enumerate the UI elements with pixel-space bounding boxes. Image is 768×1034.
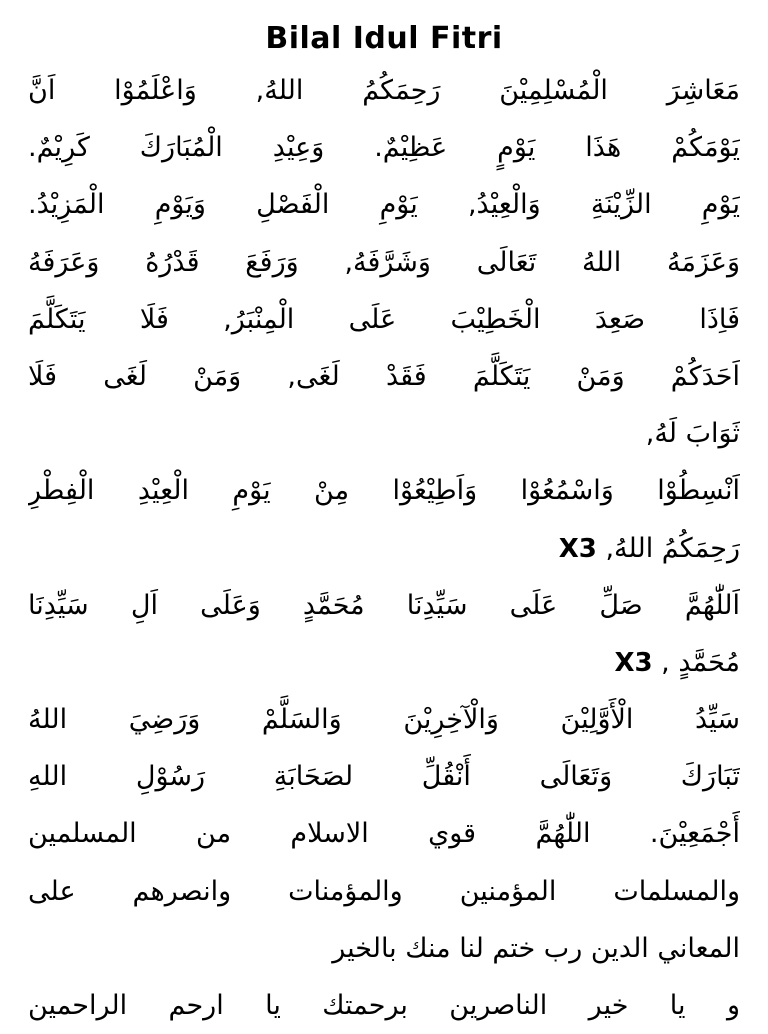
text-line: والمسلمات المؤمنين والمؤمنات وانصرهم على xyxy=(28,875,740,907)
repeat-marker: X3 xyxy=(558,533,597,564)
text-line: ثَوَابَ لَهُ, xyxy=(645,418,740,450)
text-line: سَيِّدُ الْأَوَّلِيْنَ وَالْآخِرِيْنَ وَالسَلَّمْ وَرَضِيَ اللهُ xyxy=(28,704,740,736)
text-line: مَعَاشِرَ الْمُسْلِمِيْنَ رَحِمَكُمُ اللهُ, وَاعْلَمُوْا اَنَّ xyxy=(28,75,740,106)
repeat-marker: X3 xyxy=(614,647,653,678)
text-line: المعاني الدين رب ختم لنا منك بالخير xyxy=(332,932,740,964)
text-line: وَعَزَمَهُ اللهُ تَعَالَى وَشَرَّفَهُ, وَرَفَعَ قَدْرُهُ وَعَرَفَهُ xyxy=(28,246,740,278)
text-line: يَوْمِ الزِّيْنَةِ وَالْعِيْدُ, يَوْمِ الْفَصْلِ وَيَوْمِ الْمَزِيْدُ. xyxy=(28,189,740,221)
arabic-text-body xyxy=(28,62,740,1034)
text-line-segment: رَحِمَكُمُ اللهُ, xyxy=(596,532,740,564)
page-title: Bilal Idul Fitri xyxy=(265,21,503,56)
text-line: اَللّٰهُمَّ صَلِّ عَلَى سَيِّدِنَا مُحَمَّدٍ وَعَلَى اَلِ سَيِّدِنَا xyxy=(28,589,740,621)
text-line: اَحَدَكُمْ وَمَنْ يَتَكَلَّمَ فَقَدْ لَغَى, وَمَنْ لَغَى فَلَا xyxy=(28,360,740,392)
text-line-with-repeat xyxy=(28,634,740,691)
text-line: تَبَارَكَ وَتَعَالَى أَنْقُلِّ لصَحَابَةِ رَسُوْلِ اللهِ xyxy=(28,761,740,793)
text-line-with-repeat xyxy=(28,520,740,577)
text-line: و يا خير الناصرين برحمتك يا ارحم الراحمين xyxy=(28,990,740,1021)
text-line: أَجْمَعِيْنَ. اللّٰهُمَّ قوي الاسلام من المسلمين xyxy=(28,818,740,850)
text-line: فَاِذَا صَعِدَ الْخَطِيْبَ عَلَى الْمِنْبَرُ, فَلَا يَتَكَلَّمَ xyxy=(28,303,740,335)
text-line-segment: مُحَمَّدٍ , xyxy=(652,646,740,678)
text-line: اَنْسِطُوْا وَاسْمُعُوْا وَاَطِيْعُوْا مِنْ يَوْمِ الْعِيْدِ الْفِطْرِ xyxy=(28,475,740,507)
text-line: يَوْمَكُمْ هَذَا يَوْمٍ عَظِيْمٌ. وَعِيْدِ الْمُبَارَكَ كَرِيْمٌ. xyxy=(28,132,740,164)
